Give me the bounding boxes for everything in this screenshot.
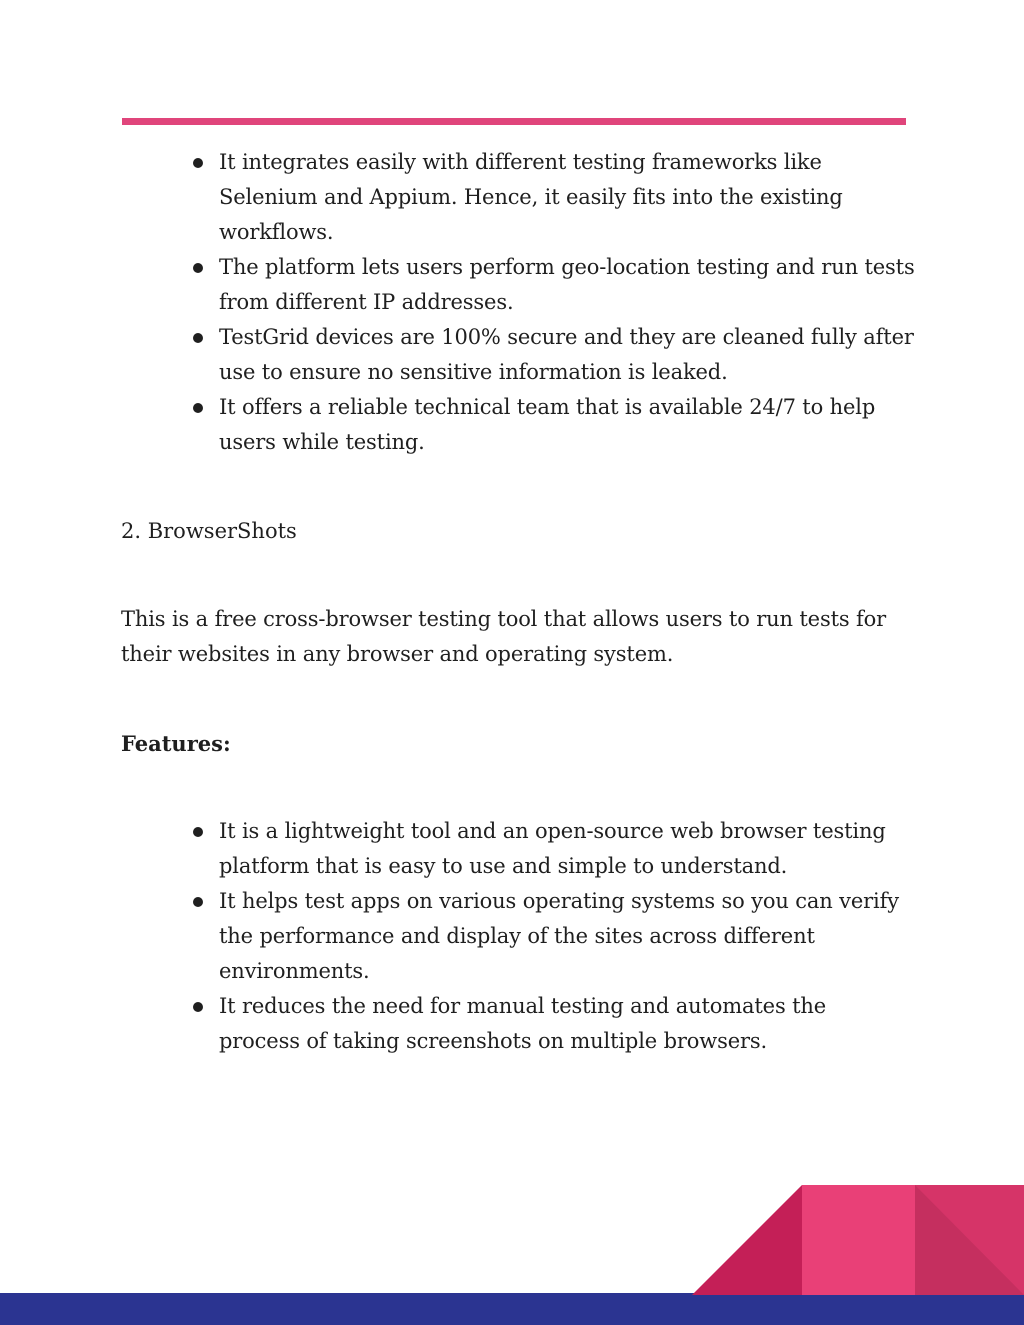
section-heading: 2. BrowserShots (121, 519, 297, 543)
top-accent-rule (122, 118, 906, 125)
list-item: It is a lightweight tool and an open-source web browser testing platform that is easy to use and simple to understand. (190, 814, 910, 884)
list-item: It offers a reliable technical team that is available 24/7 to help users while testing. (190, 390, 920, 460)
description-paragraph: This is a free cross-browser testing tool that allows users to run tests for their websites in any browser and operating system. (121, 607, 887, 666)
feature-list-browsershots (190, 814, 910, 1059)
list-item: TestGrid devices are 100% secure and they are cleaned fully after use to ensure no sensitive information is leaked. (190, 320, 920, 390)
list-item: It helps test apps on various operating systems so you can verify the performance and display of the sites across different environments. (190, 884, 910, 989)
list-item: It integrates easily with different testing frameworks like Selenium and Appium. Hence, it easily fits into the existing workflows. (190, 145, 920, 250)
corner-pink-block (802, 1185, 915, 1295)
footer-navy-band (0, 1293, 1024, 1325)
feature-list-testgrid (190, 145, 920, 460)
list-item: The platform lets users perform geo-location testing and run tests from different IP addresses. (190, 250, 920, 320)
corner-crimson-triangle (692, 1185, 802, 1295)
list-item: It reduces the need for manual testing and automates the process of taking screenshots on multiple browsers. (190, 989, 910, 1059)
features-label: Features: (121, 731, 231, 756)
footer-decoration (0, 1180, 1024, 1325)
